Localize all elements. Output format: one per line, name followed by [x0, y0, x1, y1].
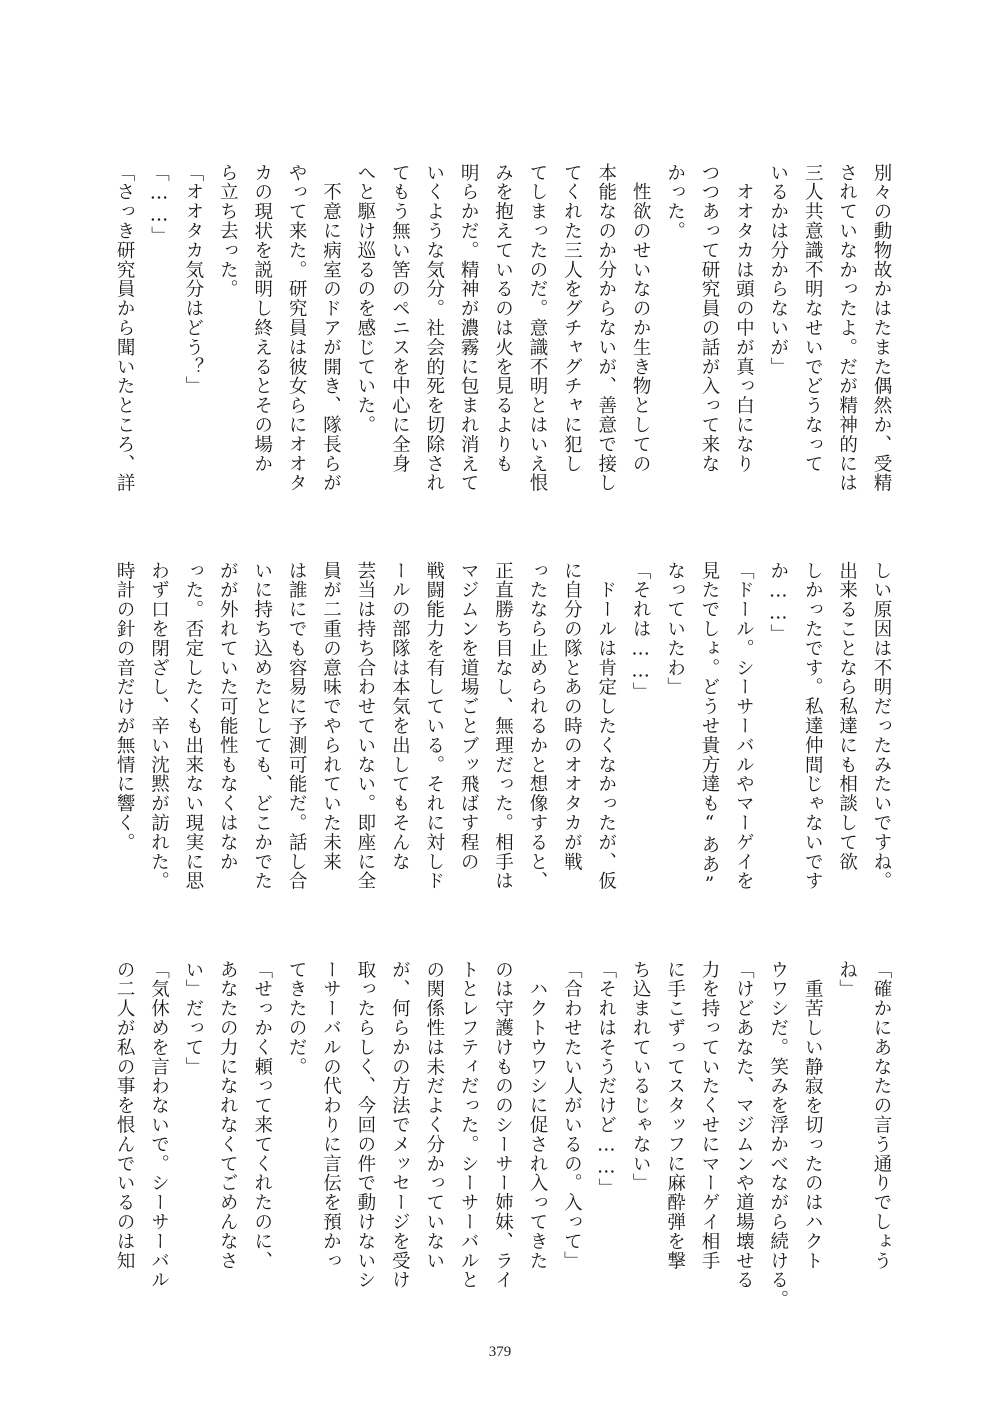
text-column: か……」 — [767, 561, 789, 644]
text-column: あなたの力になれなくてごめんなさ — [217, 960, 239, 1271]
text-column: の関係性は未だよく分かっていない — [423, 960, 445, 1271]
text-column: ったなら止められるかと想像すると、 — [526, 561, 548, 891]
text-column: 力を持っていたくせにマーゲイ相手 — [698, 960, 720, 1271]
text-column: 「けどあなた、マジムンや道場壊せる — [733, 960, 755, 1290]
text-column: てきたのだ。 — [286, 960, 308, 1077]
text-block-top — [114, 163, 898, 499]
text-column: 「オオタカ気分はどう？」 — [182, 163, 204, 396]
text-column: 「それはそうだけど……」 — [595, 960, 617, 1198]
text-column: トとレフティだった。シーサーバルと — [458, 960, 480, 1290]
text-column: てもう無い筈のペニスを中心に全身 — [389, 163, 411, 474]
text-column: 「さっき研究員から聞いたところ、詳 — [114, 163, 136, 493]
text-column: つつあって研究員の話が入って来な — [698, 163, 720, 474]
text-column: いくような気分。社会的死を切除され — [423, 163, 445, 493]
text-column: ね」 — [836, 960, 858, 999]
text-block-bottom — [114, 960, 898, 1310]
text-column: 不意に病室のドアが開き、隊長らが — [320, 163, 342, 493]
text-column: ウワシだ。笑みを浮かべながら続ける。 — [767, 960, 789, 1310]
text-column: 「ドール。シーサーバルやマーゲイを — [733, 561, 755, 891]
text-column: 「合わせたい人がいるの。入って」 — [561, 960, 583, 1271]
text-column: やって来た。研究員は彼女らにオオタ — [286, 163, 308, 493]
text-column: かった。 — [664, 163, 686, 241]
text-column: に手こずってスタッフに麻酔弾を撃 — [664, 960, 686, 1271]
text-column: へと駆け巡るのを感じていた。 — [354, 163, 376, 435]
text-column: った。否定したくも出来ない現実に思 — [182, 561, 204, 891]
text-column: ールの部隊は本気を出してもそんな — [389, 561, 411, 872]
text-column: い」だって」 — [182, 960, 204, 1077]
text-column: ち込まれているじゃない」 — [630, 960, 652, 1193]
text-column: がが外れていた可能性もなくはなか — [217, 561, 239, 872]
text-column: が、何らかの方法でメッセージを受け — [389, 960, 411, 1290]
text-column: 別々の動物故かはたまた偶然か、受精 — [871, 163, 892, 493]
text-column: しかったです。私達仲間じゃないです — [802, 561, 824, 891]
text-column: マジムンを道場ごとブッ飛ばす程の — [458, 561, 480, 872]
text-column: なっていたわ」 — [664, 561, 686, 697]
text-column: 「それは……」 — [630, 561, 652, 702]
text-column: 三人共意識不明なせいでどうなって — [802, 163, 824, 474]
text-column: 「せっかく頼って来てくれたのに、 — [251, 960, 273, 1271]
text-column: しい原因は不明だったみたいですね。 — [871, 561, 892, 891]
text-column: オオタカは頭の中が真っ白になり — [733, 163, 755, 474]
text-column: みを抱えているのは火を見るよりも — [492, 163, 514, 474]
text-column: に自分の隊とあの時のオオタカが戦 — [561, 561, 583, 872]
text-column: 性欲のせいなのか生き物としての — [630, 163, 652, 474]
text-column: は誰にでも容易に予測可能だ。話し合 — [286, 561, 308, 891]
text-column: 取ったらしく、今回の件で動けないシ — [354, 960, 376, 1290]
text-column: 見たでしょ。どうせ貴方達も“ああ” — [698, 561, 720, 896]
text-column: てくれた三人をグチャグチャに犯し — [561, 163, 583, 474]
text-column: 戦闘能力を有している。それに対しド — [423, 561, 445, 891]
text-column: 員が二重の意味でやられていた未来 — [320, 561, 342, 872]
page-number: 379 — [488, 1344, 512, 1360]
text-column: 「……」 — [148, 163, 170, 246]
text-column: いるかは分からないが」 — [767, 163, 789, 377]
text-column: ハクトウワシに促され入ってきた — [526, 960, 548, 1271]
text-column: 明らかだ。精神が濃霧に包まれ消えて — [458, 163, 480, 493]
text-column: されていなかったよ。だが精神的には — [836, 163, 858, 493]
text-column: てしまったのだ。意識不明とはいえ恨 — [526, 163, 548, 493]
text-column: 「気休めを言わないで。シーサーバル — [148, 960, 170, 1290]
text-column: のは守護けもののシーサー姉妹、ライ — [492, 960, 514, 1290]
text-column: 本能なのか分からないが、善意で接し — [595, 163, 617, 493]
text-column: 「確かにあなたの言う通りでしょう — [871, 960, 892, 1271]
text-column: 重苦しい静寂を切ったのはハクト — [802, 960, 824, 1271]
text-column: 時計の針の音だけが無情に響く。 — [114, 561, 136, 852]
text-column: ドールは肯定したくなかったが、仮 — [595, 561, 617, 891]
text-column: 芸当は持ち合わせていない。即座に全 — [354, 561, 376, 891]
text-column: ーサーバルの代わりに言伝を預かっ — [320, 960, 342, 1271]
text-column: 正直勝ち目なし、無理だった。相手は — [492, 561, 514, 891]
text-column: ら立ち去った。 — [217, 163, 239, 299]
text-column: カの現状を説明し終えるとその場か — [251, 163, 273, 474]
text-column: いに持ち込めたとしても、どこかでた — [251, 561, 273, 891]
text-block-middle — [114, 561, 898, 897]
text-column: わず口を閉ざし、辛い沈黙が訪れた。 — [148, 561, 170, 891]
text-column: 出来ることなら私達にも相談して欲 — [836, 561, 858, 872]
text-column: の二人が私の事を恨んでいるのは知 — [114, 960, 136, 1271]
